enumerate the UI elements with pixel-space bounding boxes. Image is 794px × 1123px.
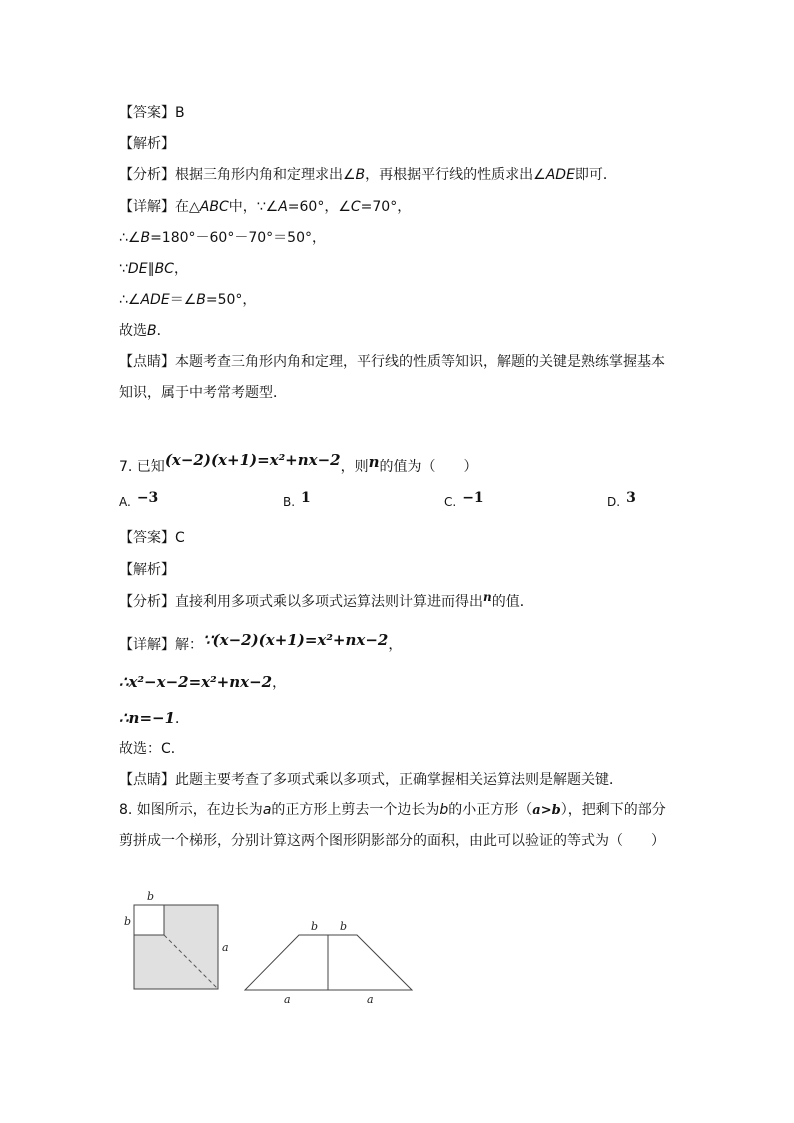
variable-a: a [262,802,272,818]
q6-analysis-heading: 【解析】 [119,136,175,152]
therefore-symbol: ∴ [119,292,128,308]
q8-stem-text: 的小正方形（ [448,802,533,818]
q7-text: ． [175,711,190,727]
triangle-abc: △ABC [189,199,229,215]
q6-step1 [119,228,326,248]
q6-text: ＝ [169,292,184,308]
q7-step1 [119,672,286,693]
q7-text: ， [388,637,403,653]
because-symbol: ∵ [119,261,128,277]
option-a[interactable] [119,490,159,510]
option-label: D. [607,495,621,509]
q7-equation: ∴x²−x−2=x²+nx−2 [119,673,273,691]
q7-result: ∴n=−1 [119,709,176,727]
label-b-top-right: b [340,920,348,933]
q6-answer: 【答案】B [119,105,185,121]
angle-ade: ∠ADE [127,292,170,308]
q8-stem-text: ），把剩下的部分剪拼成一个梯形，分别计算这两个图形阴影部分的面积，由此可以验证的等式为（ ） [119,802,666,849]
q6-text: 中，∵ [228,199,266,215]
option-label: B. [283,495,296,509]
q7-xiangjie-text: 【详解】解： [119,637,203,653]
segment-de: DE [127,261,148,277]
q6-text: =50°， [205,292,257,308]
label-b-top-left: b [311,920,319,933]
q6-step3 [119,290,256,310]
q7-fenxi [119,592,534,612]
q6-comment: 【点睛】本题考查三角形内角和定理，平行线的性质等知识，解题的关键是熟练掌握基本知识，属于中考常考题型． [119,354,665,401]
angle-c: ∠C [338,199,361,215]
segment-bc: BC [154,261,174,277]
q7-text: ， [272,675,287,691]
q6-fenxi-text: 即可． [574,167,617,183]
variable-b: b [439,802,449,818]
label-a-right: a [222,941,229,954]
parallel-symbol: ∥ [147,261,155,277]
option-b[interactable] [283,490,311,510]
option-value: 1 [301,490,311,506]
q6-xiangjie [119,197,411,217]
q7-stem [119,451,478,477]
option-label: C. [444,495,457,509]
option-label: A. [119,495,131,509]
q7-step2 [119,708,189,729]
q8-stem-text: 8. 如图所示，在边长为 [119,802,263,818]
q7-analysis-heading: 【解析】 [119,562,175,578]
q7-stem-text: 的值为（ ） [379,459,478,475]
angle-ade: ∠ADE [533,167,575,183]
option-d[interactable] [607,490,636,510]
q8-figure [115,885,425,1010]
inequality: a>b [532,803,561,818]
q6-text: ， [173,261,188,277]
q6-fenxi-text: ，再根据平行线的性质求出 [365,167,534,183]
q8-stem [119,795,675,857]
angle-b: ∠B [127,230,151,246]
q8-stem-text: 的正方形上剪去一个边长为 [271,802,440,818]
option-c[interactable] [444,490,484,510]
label-b-top: b [147,890,155,903]
q7-equation: (x−2)(x+1)=x²+nx−2 [164,451,341,469]
q6-text: =70°， [360,199,412,215]
label-a-bottom-left: a [284,993,291,1006]
option-value: 3 [626,490,636,506]
choice-letter: B [147,323,157,339]
q6-fenxi-tag: 【分析】 [119,167,175,183]
q7-answer: 【答案】C [119,530,185,546]
option-value: −1 [462,490,484,506]
q6-fenxi-text: 根据三角形内角和定理求出 [175,167,343,183]
variable-n: n [483,590,492,604]
therefore-symbol: ∴ [119,230,128,246]
q7-stem-text: 7. 已知 [119,459,165,475]
label-b-left: b [124,915,132,928]
q6-text: =60°， [287,199,339,215]
q6-step2 [119,259,188,279]
angle-b: ∠B [183,292,206,308]
q7-fenxi-text: 的值． [491,594,534,610]
angle-a: ∠A [265,199,288,215]
q7-choose: 故选：C． [119,741,185,757]
q6-text: ． [156,323,171,339]
q7-fenxi-text: 【分析】直接利用多项式乘以多项式运算法则计算进而得出 [119,594,483,610]
variable-n: n [368,453,380,471]
q7-equation: ∵(x−2)(x+1)=x²+nx−2 [203,631,389,649]
q7-xiangjie [119,631,403,655]
angle-b: ∠B [343,167,366,183]
q6-fenxi [119,165,617,185]
q6-text: =180°－60°－70°＝50°， [150,230,326,246]
q7-comment: 【点睛】此题主要考查了多项式乘以多项式，正确掌握相关运算法则是解题关键． [119,772,623,788]
option-value: −3 [136,490,159,506]
q7-stem-text: ，则 [340,459,369,475]
q6-text: 在 [175,199,189,215]
q6-text: 故选 [119,323,147,339]
q6-choose [119,321,171,341]
q6-xiangjie-tag: 【详解】 [119,199,175,215]
label-a-bottom-right: a [367,993,374,1006]
cut-small-square [134,905,164,935]
